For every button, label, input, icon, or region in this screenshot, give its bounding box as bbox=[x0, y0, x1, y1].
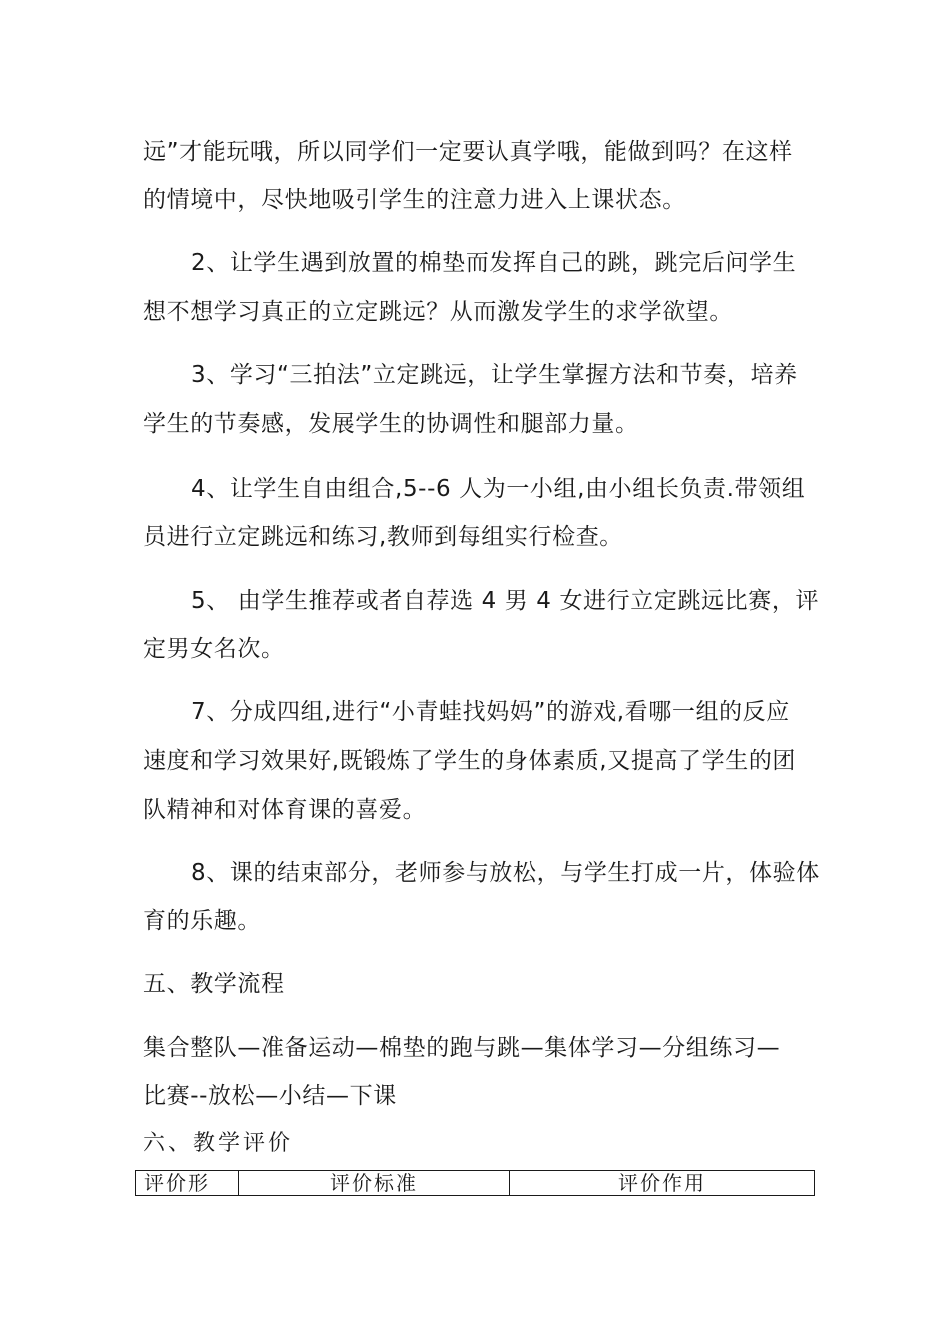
list-item-8-line-2: 育的乐趣。 bbox=[143, 908, 261, 934]
evaluation-table bbox=[135, 1170, 815, 1196]
list-item-3-line-2: 学生的节奏感，发展学生的协调性和腿部力量。 bbox=[143, 411, 639, 437]
list-item-4-line-2: 员进行立定跳远和练习,教师到每组实行检查。 bbox=[143, 524, 623, 550]
teaching-flow-line-2: 比赛--放松—小结—下课 bbox=[143, 1083, 397, 1109]
table-header-row bbox=[136, 1171, 815, 1196]
list-item-7-line-3: 队精神和对体育课的喜爱。 bbox=[143, 797, 427, 823]
list-item-7-line-2: 速度和学习效果好,既锻炼了学生的身体素质,又提高了学生的团 bbox=[143, 748, 797, 774]
paragraph-line: 的情境中，尽快地吸引学生的注意力进入上课状态。 bbox=[143, 187, 686, 213]
list-item-7-line-1: 7、分成四组,进行“小青蛙找妈妈”的游戏,看哪一组的反应 bbox=[191, 699, 790, 725]
list-item-3-line-1: 3、学习“三拍法”立定跳远，让学生掌握方法和节奏，培养 bbox=[191, 362, 798, 388]
paragraph-line: 远”才能玩哦，所以同学们一定要认真学哦，能做到吗？在这样 bbox=[143, 139, 793, 165]
list-item-8-line-1: 8、课的结束部分，老师参与放松，与学生打成一片，体验体 bbox=[191, 860, 820, 886]
list-item-2-line-2: 想不想学习真正的立定跳远？从而激发学生的求学欲望。 bbox=[143, 299, 733, 325]
list-item-5-line-2: 定男女名次。 bbox=[143, 636, 285, 662]
teaching-flow-line-1: 集合整队—准备运动—棉垫的跑与跳—集体学习—分组练习— bbox=[143, 1035, 781, 1061]
list-item-5-line-1: 5、 由学生推荐或者自荐选 4 男 4 女进行立定跳远比赛，评 bbox=[191, 588, 820, 614]
table-header-effect: 评价作用 bbox=[510, 1171, 815, 1196]
section-heading-teaching-flow: 五、教学流程 bbox=[143, 971, 285, 997]
section-heading-teaching-evaluation: 六、教学评价 bbox=[143, 1131, 294, 1156]
list-item-2-line-1: 2、让学生遇到放置的棉垫而发挥自己的跳，跳完后问学生 bbox=[191, 250, 797, 276]
list-item-4-line-1: 4、让学生自由组合,5--6 人为一小组,由小组长负责.带领组 bbox=[191, 476, 806, 502]
table-header-form: 评价形 bbox=[136, 1171, 239, 1196]
table-header-standard: 评价标准 bbox=[239, 1171, 510, 1196]
